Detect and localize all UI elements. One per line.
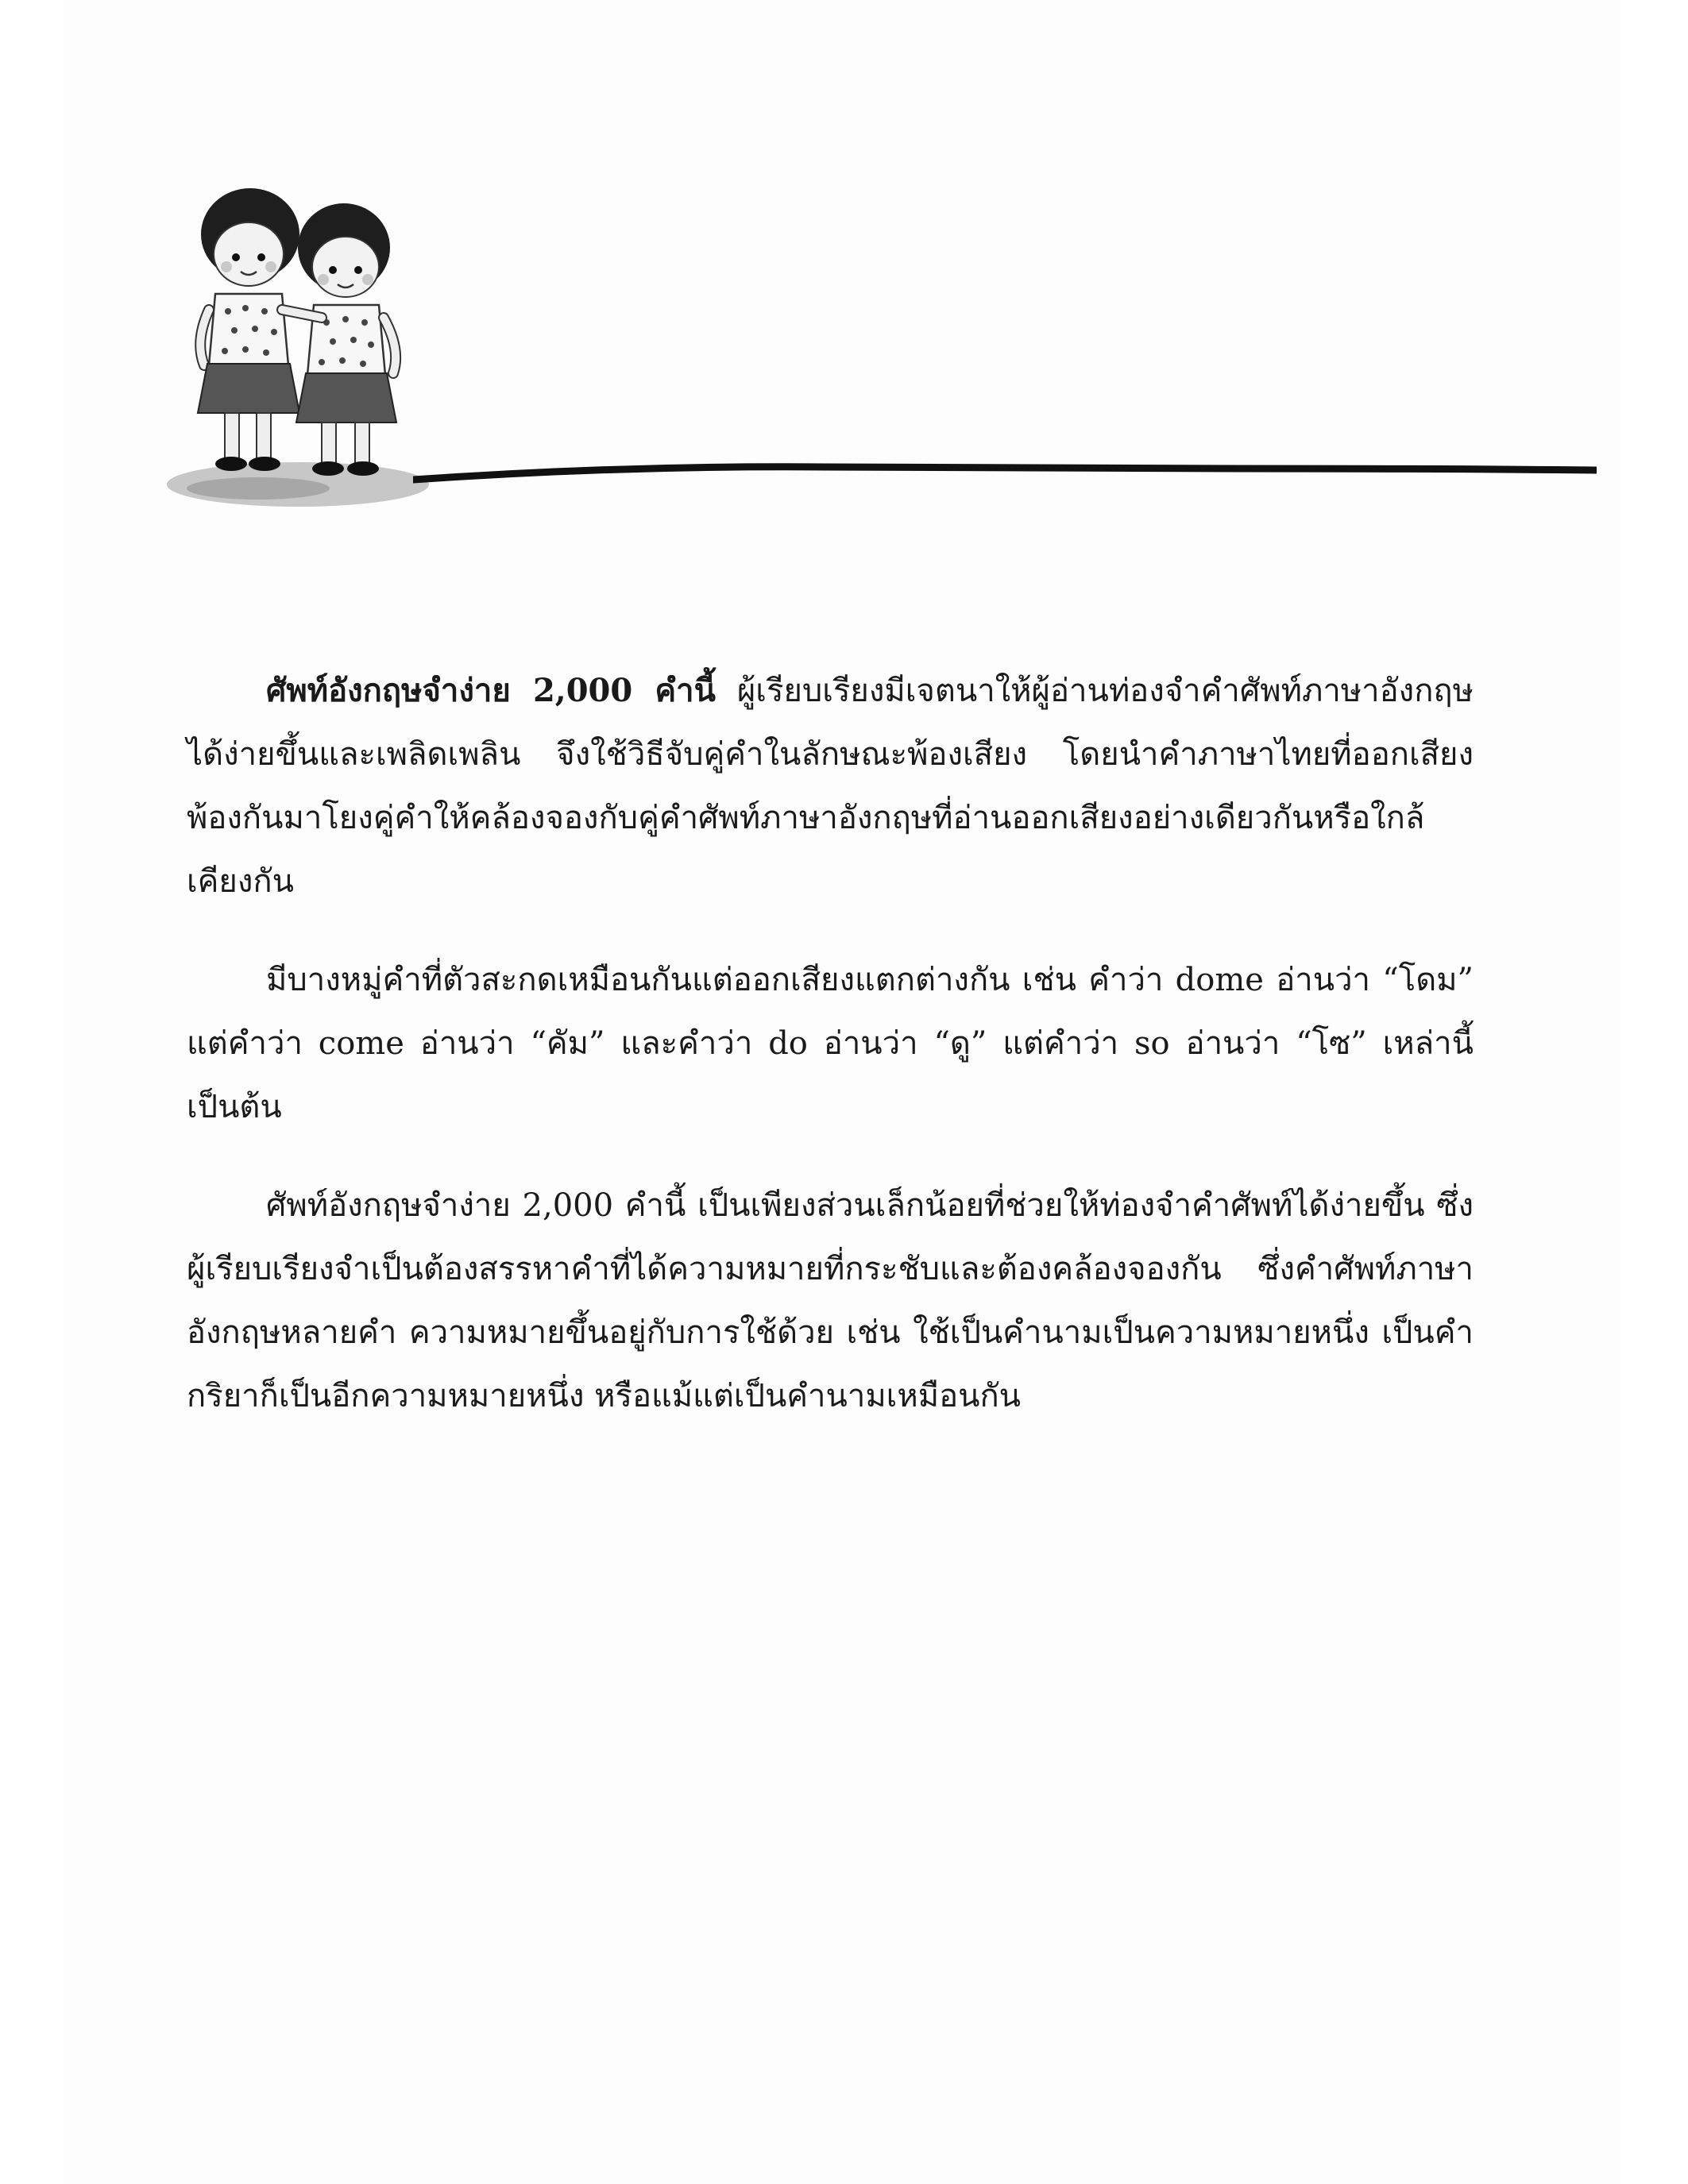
paragraph-1-text: ผู้เรียบเรียงมีเจตนาให้ผู้อ่านท่องจำคำศัพท์ภาษาอังกฤษได้ง่ายขึ้นและเพลิดเพลิน จึงใช้วิธีจับคู่คำในลักษณะพ้องเสียง โดยนำคำภาษาไทยที่ออกเสียงพ้องกันมาโยงคู่คำให้คล้องจองกับคู่คำศัพท์ภาษาอังกฤษที่อ่านออกเสียงอย่างเดียวกันหรือใกล้เคียงกัน bbox=[187, 673, 1474, 900]
paragraph-2: มีบางหมู่คำที่ตัวสะกดเหมือนกันแต่ออกเสียงแตกต่างกัน เช่น คำว่า dome อ่านว่า “โดม” แต่คำว่า come อ่านว่า “คัม” และคำว่า do อ่านว่า “ดู” แต่คำว่า so อ่านว่า “โซ” เหล่านี้ เป็นต้น bbox=[187, 962, 1474, 1125]
paragraph-3: ศัพท์อังกฤษจำง่าย 2,000 คำนี้ เป็นเพียงส่วนเล็กน้อยที่ช่วยให้ท่องจำคำศัพท์ได้ง่ายขึ้น ซึ่งผู้เรียบเรียงจำเป็นต้องสรรหาคำที่ได้ความหมายที่กระชับและต้องคล้องจองกัน ซึ่งคำศัพท์ภาษาอังกฤษหลายคำ ความหมายขึ้นอยู่กับการใช้ด้วย เช่น ใช้เป็นคำนามเป็นความหมายหนึ่ง เป็นคำกริยาก็เป็นอีกความหมายหนึ่ง หรือแม้แต่เป็นคำนามเหมือนกัน bbox=[187, 1187, 1474, 1414]
paragraph-1-lead: ศัพท์อังกฤษจำง่าย 2,000 คำนี้ bbox=[266, 672, 716, 709]
two-children-illustration-icon bbox=[163, 175, 433, 508]
body-text bbox=[187, 659, 1474, 1463]
paragraph-1 bbox=[187, 659, 1474, 913]
header-divider bbox=[413, 445, 1597, 492]
